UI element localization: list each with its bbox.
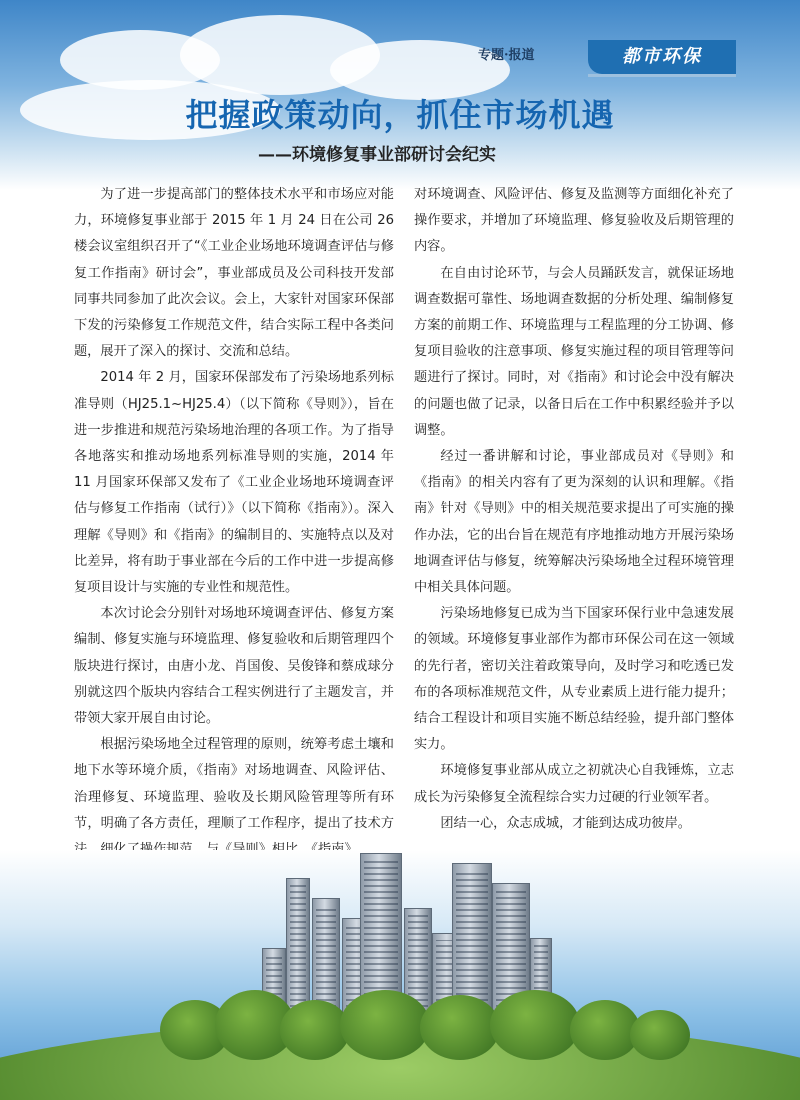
brand-underline xyxy=(588,74,736,77)
article-column-right xyxy=(414,182,734,837)
paragraph: 本次讨论会分别针对场地环境调查评估、修复方案编制、修复实施与环境监理、修复验收和后期管理四个版块进行探讨，由唐小龙、肖国俊、吴俊锋和蔡成球分别就这四个版块内容结合工程实例进行了主题发言，并带领大家开展自由讨论。 xyxy=(74,606,394,727)
tree xyxy=(490,990,580,1060)
city-hill-illustration xyxy=(0,850,800,1100)
article-subtitle: ——环境修复事业部研讨会纪实 xyxy=(258,145,496,165)
paragraph: 为了进一步提高部门的整体技术水平和市场应对能力，环境修复事业部于 2015 年 1 月 24 日在公司 26 楼会议室组织召开了“《工业企业场地环境调查评估与修复工作指南》研讨会”，事业部成员及公司科技开发部同事共同参加了此次会议。会上，大家针对国家环保部下发的污染修复工作规范文件，结合实际工程中各类问题，展开了深入的探讨、交流和总结。 xyxy=(74,187,394,360)
paragraph: 环境修复事业部从成立之初就决心自我锤炼，立志成长为污染修复全流程综合实力过硬的行业领军者。 xyxy=(414,763,734,805)
brand-logo: 都市环保 xyxy=(588,40,736,74)
article-title: 把握政策动向，抓住市场机遇 xyxy=(185,96,615,134)
paragraph: 在自由讨论环节，与会人员踊跃发言，就保证场地调查数据可靠性、场地调查数据的分析处理、编制修复方案的前期工作、环境监理与工程监理的分工协调、修复项目验收的注意事项、修复实施过程的项目管理等问题进行了探讨。同时，对《指南》和讨论会中没有解决的问题也做了记录，以备日后在工作中积累经验并予以调整。 xyxy=(414,265,734,438)
paragraph: 经过一番讲解和讨论，事业部成员对《导则》和《指南》的相关内容有了更为深刻的认识和理解。《指南》针对《导则》中的相关规范要求提出了可实施的操作办法，它的出台旨在规范有序地推动地方开展污染场地调查评估与修复，统筹解决污染场地全过程环境管理中相关具体问题。 xyxy=(414,449,734,596)
paragraph: 污染场地修复已成为当下国家环保行业中急速发展的领域。环境修复事业部作为都市环保公司在这一领域的先行者，密切关注着政策导向，及时学习和吃透已发布的各项标准规范文件，从专业素质上进行能力提升；结合工程设计和项目实施不断总结经验，提升部门整体实力。 xyxy=(414,606,734,753)
article-column-left xyxy=(74,182,394,863)
section-tag: 专题·报道 xyxy=(478,48,535,63)
tree xyxy=(420,995,500,1060)
tree xyxy=(340,990,430,1060)
paragraph: 根据污染场地全过程管理的原则，统筹考虑土壤和地下水等环境介质，《指南》对场地调查、风险评估、治理修复、环境监理、验收及长期风险管理等所有环节，明确了各方责任，理顺了工作程序，提出了技术方 xyxy=(74,737,394,831)
paragraph-continued: 对环境调查、风险评估、修复及监测等方面细化补充了操作要求，并增加了环境监理、修复验收及后期管理的内容。 xyxy=(414,187,734,255)
tree xyxy=(630,1010,690,1060)
paragraph: 2014 年 2 月，国家环保部发布了污染场地系列标准导则（HJ25.1~HJ25.4）（以下简称《导则》），旨在进一步推进和规范污染场地治理的各项工作。为了指导各地落实和推动场地系列标准导则的实施，2014 年 11 月国家环保部又发布了《工业企业场地环境调查评估与修复工作指南（试行）》（以下简称《指南》）。深入理解《导则》和《指南》的编制目的、实施特点以及对比差异，将有助于事业部在今后的工作中进一步提高修复项目设计与实施的专业性和规范性。 xyxy=(74,370,394,596)
paragraph: 团结一心，众志成城，才能到达成功彼岸。 xyxy=(440,815,691,831)
